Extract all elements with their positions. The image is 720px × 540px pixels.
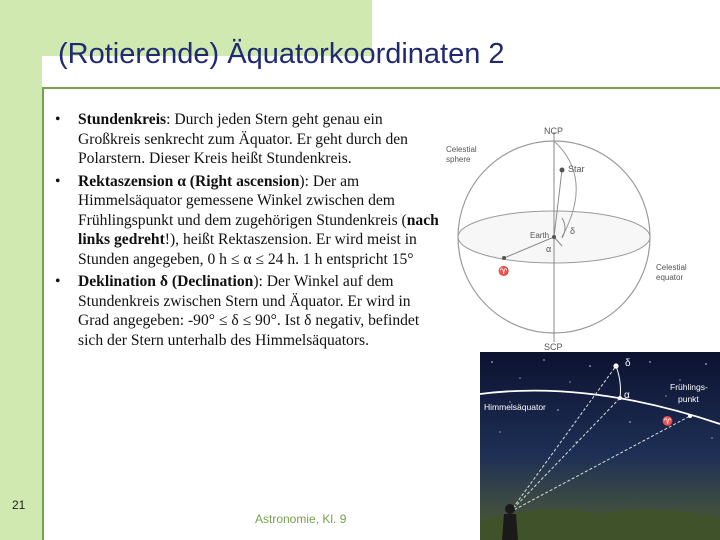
star-marker (560, 168, 565, 173)
bullet-text: !), heißt Rektaszension. Er wird meist in Stunden angegeben, 0 h ≤ α ≤ 24 h. 1 h entspricht 15° (78, 231, 417, 268)
celestial-sphere-label: sphere (446, 155, 471, 164)
bullet-list (55, 110, 445, 353)
scp-label: SCP (544, 342, 563, 352)
bullet-stundenkreis (55, 110, 445, 169)
celestial-equator-label: equator (656, 273, 684, 282)
aries-label: ♈ (498, 266, 510, 276)
title-rule (42, 87, 720, 89)
bullet-text: ): Der am Himmelsäquator gemessene Winkel zwischen dem Frühlingspunkt und dem zugehörigen Stundenkreis ( (78, 172, 407, 229)
alpha-label: α (546, 244, 552, 254)
bullet-term: Deklination δ (Declination (78, 273, 254, 290)
photo-spring-point-label: punkt (678, 394, 699, 404)
aries-marker (502, 256, 506, 260)
photo-spring-point-label: Frühlings- (670, 382, 708, 392)
slide-number: 21 (12, 498, 26, 512)
star-label: Star (568, 164, 585, 174)
footer-text: Astronomie, Kl. 9 (255, 512, 347, 526)
earth-marker (552, 235, 556, 239)
bullet-term: Rektaszension α (Right ascension (78, 172, 300, 190)
bullet-term: Stundenkreis (78, 111, 167, 128)
spring-point-marker (688, 414, 692, 418)
photo-delta-label: δ (625, 358, 631, 369)
photo-equator-label: Himmelsäquator (484, 402, 546, 412)
celestial-sphere-diagram (444, 118, 720, 358)
bullet-emphasis: nach links gedreht (78, 211, 439, 248)
bullet-deklination (55, 272, 445, 350)
slide-title: (Rotierende) Äquatorkoordinaten 2 (58, 38, 505, 70)
photo-aries-label: ♈ (662, 416, 674, 426)
bullet-rektaszension (55, 172, 445, 270)
star-marker (613, 363, 618, 368)
bullet-text: : Durch jeden Stern geht genau ein Großkreis senkrecht zum Äquator. Er geht durch den Polarstern. Dieser Kreis heißt Stundenkreis. (78, 111, 408, 167)
night-sky-photo (480, 352, 720, 540)
celestial-sphere-label: Celestial (446, 145, 477, 154)
side-band (0, 56, 42, 540)
photo-alpha-label: α (624, 390, 630, 401)
earth-label: Earth (530, 231, 550, 240)
side-rule (42, 87, 44, 540)
bullet-text: ): Der Winkel auf dem Stundenkreis zwischen Stern und Äquator. Er wird in Grad angegeben: -90° ≤ δ ≤ 90°. Ist δ negativ, befindet sich der Stern unterhalb des Himmelsäquators. (78, 273, 420, 349)
equator-point (618, 396, 622, 400)
delta-label: δ (570, 226, 576, 236)
ncp-label: NCP (544, 126, 564, 136)
celestial-equator-label: Celestial (656, 263, 687, 272)
